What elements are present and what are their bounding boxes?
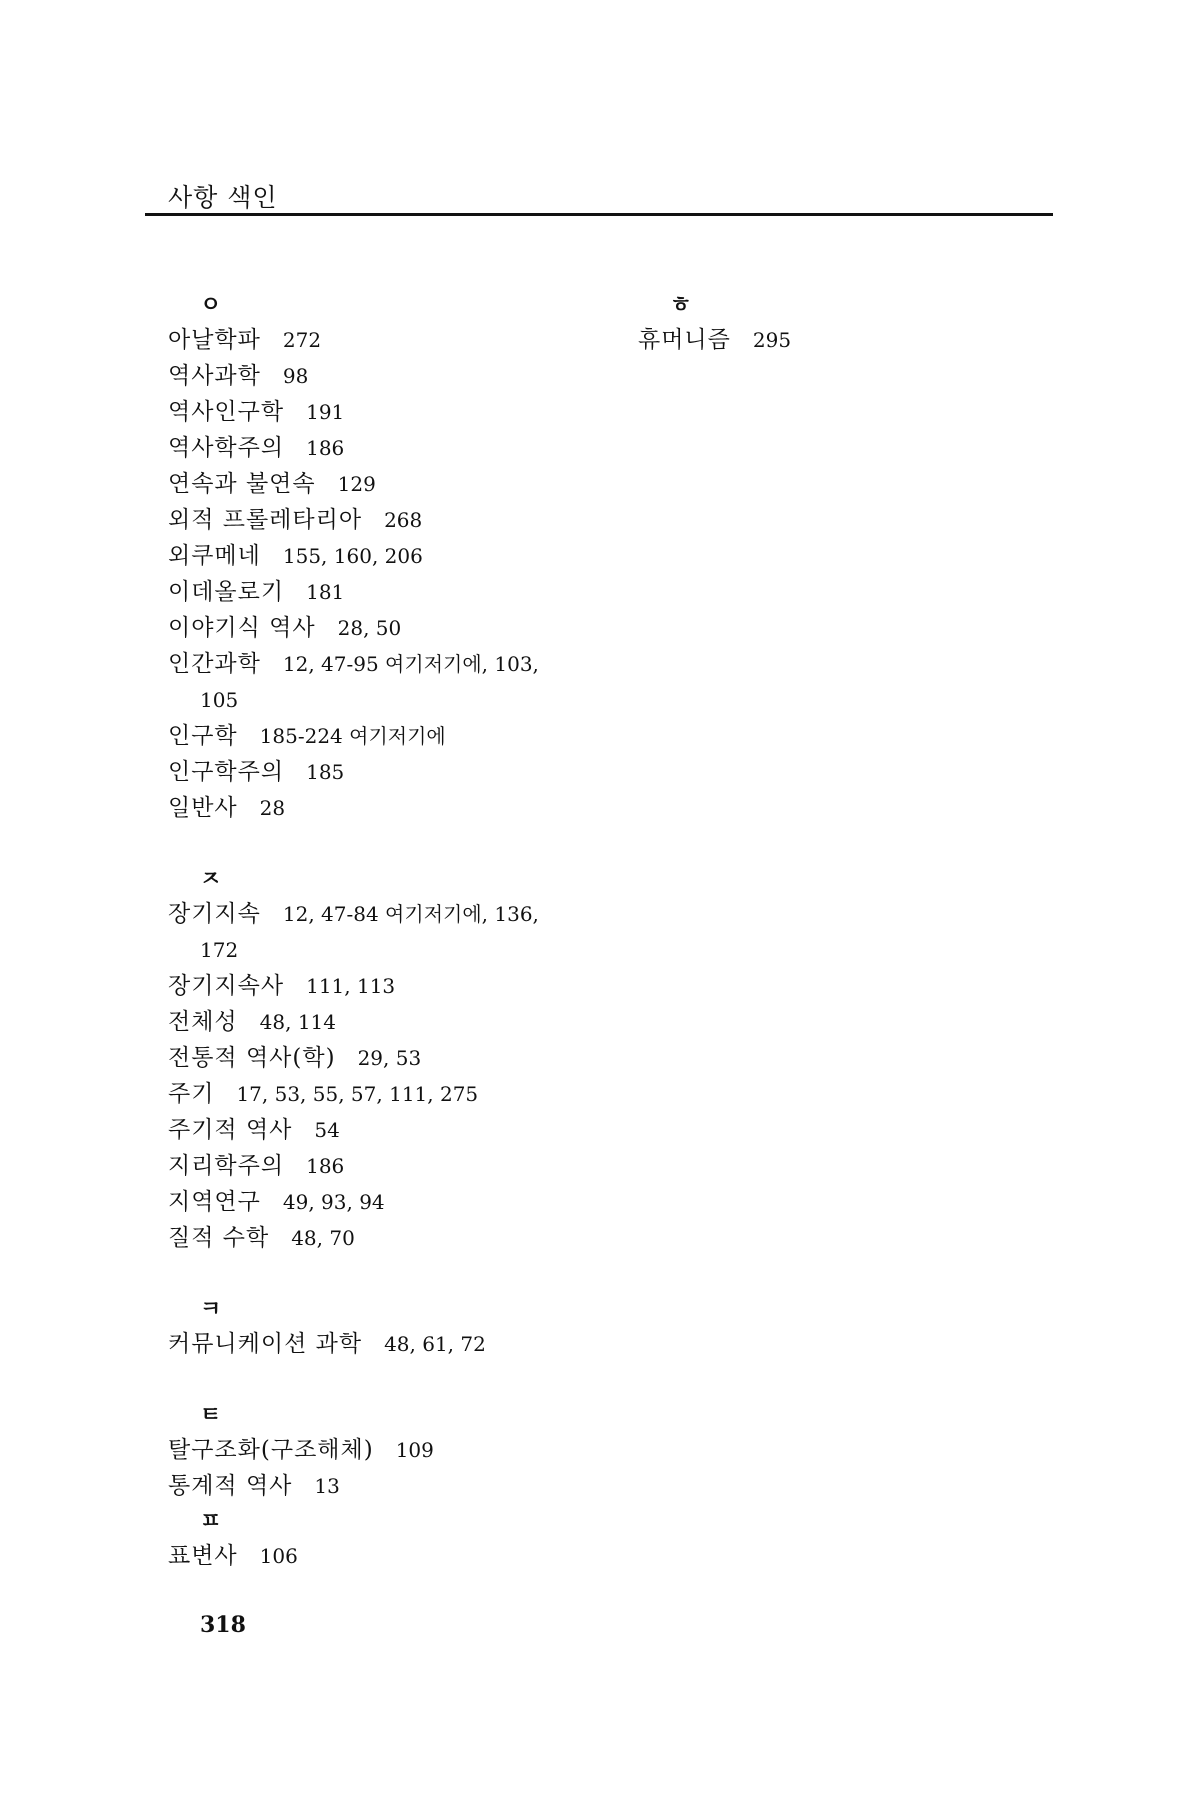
entry-term: 역사학주의 (168, 435, 285, 461)
entry-pages: 13 (314, 1474, 340, 1498)
index-entry (168, 1220, 688, 1256)
entry-pages: 29, 53 (357, 1046, 422, 1070)
entry-pages: 28 (259, 796, 286, 820)
section-head: ㅇ (200, 292, 222, 318)
index-entry (168, 1112, 688, 1148)
index-entry (168, 1004, 688, 1040)
entry-pages: 111, 113 (306, 974, 396, 998)
entry-pages: 268 (384, 508, 423, 532)
entry-term: 이데올로기 (168, 579, 285, 605)
entry-term: 외쿠메네 (168, 543, 261, 569)
entry-term: 질적 수학 (168, 1225, 270, 1251)
index-section-pieup (168, 1504, 688, 1574)
section-gap (168, 1256, 688, 1292)
entry-term: 커뮤니케이션 과학 (168, 1331, 363, 1357)
index-entry (168, 610, 688, 646)
index-entry (168, 968, 688, 1004)
entry-pages: 272 (282, 328, 322, 352)
section-head: ㅈ (200, 866, 222, 892)
index-entry (638, 322, 1058, 358)
index-entry (168, 1468, 688, 1504)
section-gap (168, 826, 688, 862)
index-entry (168, 754, 688, 790)
entry-term: 장기지속 (168, 901, 261, 927)
index-section-hieut (638, 288, 1058, 358)
entry-pages: 12, 47-84 여기저기에, 136, (282, 902, 539, 926)
index-entry (168, 394, 688, 430)
entry-pages: 295 (752, 328, 792, 352)
entry-pages: 185 (306, 760, 345, 784)
header-rule (145, 213, 1053, 216)
entry-term: 연속과 불연속 (168, 471, 316, 497)
index-entry (168, 466, 688, 502)
index-entry (168, 718, 688, 754)
entry-term: 이야기식 역사 (168, 615, 316, 641)
entry-term: 인간과학 (168, 651, 261, 677)
index-entry (168, 538, 688, 574)
entry-pages: 48, 70 (291, 1226, 355, 1250)
entry-pages: 155, 160, 206 (282, 544, 423, 568)
page-number: 318 (200, 1612, 246, 1638)
index-entry (168, 1076, 688, 1112)
entry-pages: 54 (314, 1118, 340, 1142)
entry-pages: 185-224 여기저기에 (259, 724, 446, 748)
index-right-column (638, 288, 1058, 358)
index-section-ieung (168, 288, 688, 826)
index-entry (168, 646, 688, 718)
entry-pages-continued: 172 (200, 938, 239, 962)
entry-term: 전통적 역사(학) (168, 1045, 336, 1071)
entry-pages: 48, 114 (259, 1010, 336, 1034)
entry-term: 전체성 (168, 1009, 238, 1035)
entry-pages: 106 (259, 1544, 298, 1568)
entry-term: 탈구조화(구조해체) (168, 1437, 374, 1463)
entry-pages: 12, 47-95 여기저기에, 103, (282, 652, 539, 676)
index-section-kieuk (168, 1292, 688, 1362)
entry-term: 주기적 역사 (168, 1117, 293, 1143)
entry-pages: 129 (337, 472, 376, 496)
entry-pages: 49, 93, 94 (282, 1190, 385, 1214)
section-head: ㅋ (200, 1296, 222, 1322)
entry-pages: 181 (306, 580, 345, 604)
index-left-column (168, 288, 688, 1574)
entry-term: 주기 (168, 1081, 215, 1107)
section-head: ㅍ (200, 1508, 222, 1534)
index-entry (168, 430, 688, 466)
entry-pages: 48, 61, 72 (384, 1332, 486, 1356)
entry-term: 휴머니즘 (638, 327, 731, 353)
entry-term: 일반사 (168, 795, 238, 821)
index-entry (168, 1184, 688, 1220)
index-entry (168, 1148, 688, 1184)
index-section-tieut (168, 1398, 688, 1504)
entry-term: 장기지속사 (168, 973, 285, 999)
index-entry (168, 1432, 688, 1468)
entry-term: 역사과학 (168, 363, 261, 389)
section-gap (168, 1362, 688, 1398)
entry-term: 지역연구 (168, 1189, 261, 1215)
index-entry (168, 896, 688, 968)
entry-term: 외적 프롤레타리아 (168, 507, 363, 533)
entry-term: 통계적 역사 (168, 1473, 293, 1499)
entry-pages: 28, 50 (337, 616, 402, 640)
entry-pages: 98 (282, 364, 309, 388)
index-entry (168, 790, 688, 826)
entry-term: 표변사 (168, 1543, 238, 1569)
entry-term: 역사인구학 (168, 399, 285, 425)
entry-pages-continued: 105 (200, 688, 239, 712)
index-entry (168, 1326, 688, 1362)
entry-pages: 109 (395, 1438, 434, 1462)
entry-pages: 191 (306, 400, 345, 424)
index-entry (168, 358, 688, 394)
entry-term: 지리학주의 (168, 1153, 285, 1179)
index-entry (168, 1538, 688, 1574)
entry-pages: 17, 53, 55, 57, 111, 275 (236, 1082, 479, 1106)
page-header: 사항 색인 (168, 183, 278, 212)
entry-pages: 186 (306, 1154, 345, 1178)
index-entry (168, 574, 688, 610)
section-head: ㅌ (200, 1402, 222, 1428)
index-entry (168, 1040, 688, 1076)
index-section-jieut (168, 862, 688, 1256)
index-entry (168, 322, 688, 358)
entry-term: 인구학 (168, 723, 238, 749)
index-entry (168, 502, 688, 538)
entry-term: 인구학주의 (168, 759, 285, 785)
section-head: ㅎ (670, 292, 692, 318)
entry-term: 아날학파 (168, 327, 261, 353)
entry-pages: 186 (306, 436, 345, 460)
